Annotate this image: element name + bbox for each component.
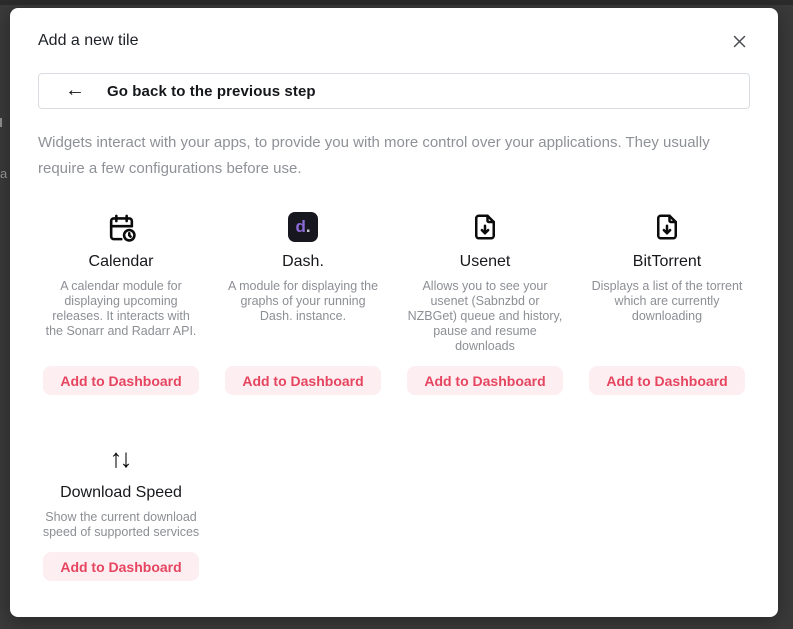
file-download-icon xyxy=(470,210,500,244)
add-to-dashboard-button[interactable]: Add to Dashboard xyxy=(225,366,380,395)
x-icon xyxy=(732,34,747,49)
add-to-dashboard-button[interactable]: Add to Dashboard xyxy=(589,366,744,395)
arrows-up-down-icon: ↑↓ xyxy=(109,443,130,473)
add-to-dashboard-button[interactable]: Add to Dashboard xyxy=(43,366,198,395)
widget-grid xyxy=(38,210,750,581)
widget-title: Dash. xyxy=(282,253,324,270)
widget-title: Download Speed xyxy=(60,484,182,501)
dash-logo-icon xyxy=(288,210,318,244)
widget-tile xyxy=(38,210,204,395)
go-back-button[interactable] xyxy=(38,73,750,109)
add-to-dashboard-button[interactable]: Add to Dashboard xyxy=(407,366,562,395)
modal-header xyxy=(27,32,761,52)
widget-title: Usenet xyxy=(459,253,511,270)
dash-logo-icon: d . xyxy=(288,212,318,242)
go-back-label: Go back to the previous step xyxy=(107,82,316,100)
widget-tile xyxy=(38,441,204,581)
widget-description: A calendar module for displaying upcoming releases. It interacts with the Sonarr and Radarr API. xyxy=(45,279,197,338)
add-tile-modal xyxy=(10,8,778,617)
widget-description: Allows you to see your usenet (Sabnzbd or NZBGet) queue and history, pause and resume downloads xyxy=(407,279,563,353)
widget-description: A module for displaying the graphs of your running Dash. instance. xyxy=(227,279,379,323)
close-button[interactable] xyxy=(728,30,750,52)
arrows-up-down-icon xyxy=(110,441,133,475)
widget-tile xyxy=(584,210,750,395)
widget-description: Displays a list of the torrent which are currently downloading xyxy=(591,279,743,323)
backdrop-artifact-text: a xyxy=(0,166,8,181)
calendar-clock-icon xyxy=(106,210,137,244)
widget-tile xyxy=(220,210,386,395)
backdrop-artifact-tick xyxy=(0,118,2,127)
add-to-dashboard-button[interactable]: Add to Dashboard xyxy=(43,552,198,581)
backdrop-top-strip xyxy=(0,0,793,5)
widget-description: Show the current download speed of supported services xyxy=(42,510,200,539)
file-download-icon xyxy=(652,210,682,244)
modal-description: Widgets interact with your apps, to provide you with more control over your applications. They usually require a few configurations before use. xyxy=(38,134,710,177)
modal-title: Add a new tile xyxy=(38,32,139,49)
widget-title: BitTorrent xyxy=(632,253,702,270)
arrow-left-icon: ← xyxy=(65,79,85,101)
widget-title: Calendar xyxy=(88,253,154,270)
widget-tile xyxy=(402,210,568,395)
